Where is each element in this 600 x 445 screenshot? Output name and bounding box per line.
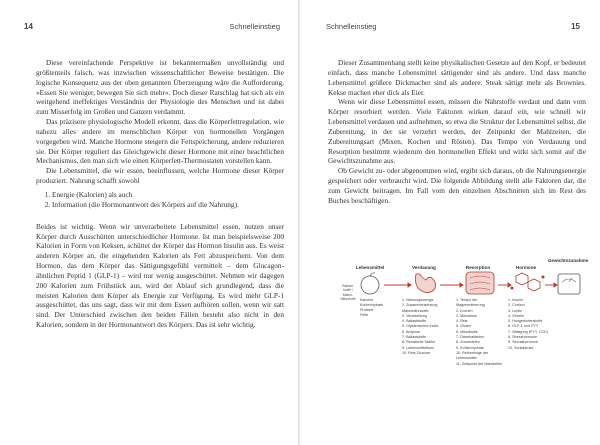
figure-header: Lebensmittel [355, 265, 385, 270]
right-page-body [328, 58, 586, 206]
factor-item: 3. Mikrobiom [456, 313, 478, 318]
paragraph: Beides ist wichtig. Wenn wir unverarbeitete Lebensmittel essen, nutzen unser Körper durch Ausschütten unterschiedlicher Hormone. Ist man beispielsweise 200 Kalorien in Form von Keksen, schüttet der Körper das Hormon Insulin aus. Es weist anderen Körper an, die eingehenden Kalorien als Fett abzuspeichern. Von dem Hormon, das dem Körper das Sättigungsgefühl vermittelt – dem Glucagon-ähnlichen Peptid 1 (GLP-1) – wird nur wenig ausgeschüttet. Nehmen wir dagegen 200 Kalorien zum Frühstück aus, wird der Ablauf sich grundlegend, dass die meisten Kalorien dem Körper als Energie zur Verfügung. Es wird mehr GLP-1 ausgeschüttet, das uns sagt, dass wir mit dem Essen aufhören sollen, wenn wir satt sind. Der Unterschied zwischen den beiden Fällen besteht also nicht in den Kalorien, sondern in der Hormonantwort des Körpers. Das ist sehr wichtig. [36, 221, 284, 330]
factor-item: 7. Sättigung (PYY, CCK) [508, 329, 548, 334]
paragraph: Wenn wir diese Lebensmittel essen, müssen die Nährstoffe verdaut und dann vom Körper resorbiert werden. Viele Faktoren wirken darauf ein, wie schnell wir Lebensmittel verdauen und aufnehmen, so etwa die Struktur der Lebensmittel selbst, die Zubereitung, in der sie verzehrt werden, der Zeitpunkt der Mahlzeiten, die Zubereitungsart (Mixen, Kochen und Rösten). Das Tempo von Verdauung und Resorption bestimmt wiederum den hormonellen Effekt und wirkt sich somit auf die Gewichtszunahme aus. [328, 97, 586, 166]
factor-item: 2. Cortisol [508, 303, 525, 308]
figure-side-label: Ballast-stoffe / Makro-Nährstoffe [340, 284, 356, 302]
food-note: Kohlenhydrate [360, 303, 384, 307]
factor-item: 1. Nahrungsmenge [402, 298, 434, 302]
factor-item: 5. Gluten [456, 324, 471, 329]
factor-item: 3. Verarbeitung [402, 313, 428, 318]
running-head: Schnelleinstieg [326, 22, 377, 31]
factor-item: 5. Glykämischer Index [402, 324, 439, 329]
factor-item: 2. Kochen [456, 308, 473, 313]
factor-item: 8. Zuckerarten [456, 340, 480, 345]
factor-item: 1. Tempo der Magenentleerung [456, 298, 485, 308]
factor-item: 6. Mikrobiotik [456, 329, 478, 334]
page-number: 14 [24, 22, 33, 31]
food-note: Proteine [360, 308, 374, 312]
factor-item: 9. Lebensmittelform [402, 345, 435, 350]
factor-item: 6. GLP-1 und PYY [508, 324, 539, 329]
factor-item: 4. Ballaststoffe [402, 319, 427, 324]
page-number: 15 [571, 22, 580, 31]
numbered-list [36, 190, 284, 210]
factor-item: 2. Zusammensetzung Makronährstoffe [402, 303, 438, 313]
factor-item: 10. Reis-Glucose [402, 350, 431, 355]
factor-item: 7. Darmbakterien [456, 335, 485, 340]
list-item: 2. Information (die Hormonantwort des Körpers auf die Nahrung). [52, 200, 284, 210]
factor-item: 7. Ballaststoffe [402, 335, 427, 340]
factor-item: 6. Amylose [402, 329, 421, 334]
factor-item: 9. Sexualhormone [508, 340, 538, 345]
factor-item: 9. Kohlenhydrate [456, 345, 484, 350]
digestion-factors [402, 298, 452, 356]
factor-item: 4. Ghrelin [508, 313, 524, 318]
scale-icon [558, 274, 580, 294]
weight-gain-figure [340, 258, 590, 376]
food-note: Fette [360, 313, 369, 317]
factor-item: 11. Zeitpunkt der Mahlzeiten [456, 361, 503, 366]
hormone-molecule-icon [511, 273, 545, 291]
figure-header: Hormone [515, 265, 537, 270]
right-page [300, 0, 600, 445]
factor-item: 10. Reihenfolge der Lebensmittel [456, 350, 489, 361]
factor-item: 8. Resistente Stärke [402, 340, 436, 345]
resorption-factors [456, 298, 506, 367]
food-note: Kalorien [360, 298, 374, 302]
factor-item: 4. Reis [456, 319, 468, 324]
factor-item: 5. Hungerbotenstoffe [508, 319, 543, 324]
paragraph: Ob Gewicht zu- oder abgenommen wird, ergibt sich daraus, ob die Nahrungsenergie gespeichert oder verbraucht wird. Die folgende Abbildung stellt alle Faktoren dar, die zum Gewicht beitragen. Im Fall vom den einzelnen Abschnitten sich im Rest des Buches beschäftigen. [328, 166, 586, 205]
right-page-header [326, 22, 580, 38]
paragraph: Das präzisere physiologische Modell erkennt, dass die Körperfettregulation, wie nahezu alles andere im menschlichen Körper von hormonellen Vorgängen vorgegeben wird. Manche Hormone steigern die Fettspeicherung, andere reduzieren sie. Der Körper reguliert das Gleichgewicht dieser Hormone mit einer beachtlichen Mechanismus, den man sich wie einen Körperfett-Thermostaten vorstellen kann. [36, 117, 284, 166]
factor-item: 1. Insulin [508, 298, 523, 302]
factor-item: 3. Leptin [508, 308, 523, 313]
hormone-factors [508, 298, 562, 351]
left-page-header [24, 22, 280, 38]
factor-item: 10. Schilddrüse [508, 345, 534, 350]
figure-header: Verdauung [412, 265, 436, 270]
paragraph: Dieser Zusammenhang stellt keine physikalischen Gesetze auf den Kopf, er bedeutet einfach, dass manche Lebensmittel sättigender sind als andere. Und dass manche Lebensmittel größere Dickmacher sind als andere. Steak sättigt mehr als Brownies. Kekse machen eher dick als Eier. [328, 58, 586, 97]
food-notes [360, 298, 398, 318]
running-head: Schnelleinstieg [229, 22, 280, 31]
apple-icon [361, 273, 379, 294]
stomach-icon [415, 274, 435, 293]
left-page-body [36, 58, 284, 330]
paragraph: Diese vereinfachende Perspektive ist bekanntermaßen unvollständig und größtenteils falsch, was inzwischen wissenschaftlicher Beweise bestätigen. Die logische Konsequenz aus der oben genannten Überzeugung wäre die Aufforderung, »Essen Sie weniger, bewegen Sie sich mehr«. Doch dieser Ratschlag hat sich als ein weitgehend ineffektiges Verständnis der Physiologie des Menschen und ist dabei zum Misserfolg im Großen und Ganzen verdammt. [36, 58, 284, 117]
list-item: 1. Energie (Kalorien) als auch [52, 190, 284, 200]
figure-header: Gewichtszunahme [547, 258, 589, 263]
intestine-icon [466, 272, 494, 294]
paragraph: Die Lebensmittel, die wir essen, beeinflussen, welche Hormone dieser Körper produziert. Nahrung schafft sowohl [36, 166, 284, 186]
figure-header: Resorption [465, 265, 491, 270]
factor-item: 8. Stresshormone [508, 335, 538, 340]
